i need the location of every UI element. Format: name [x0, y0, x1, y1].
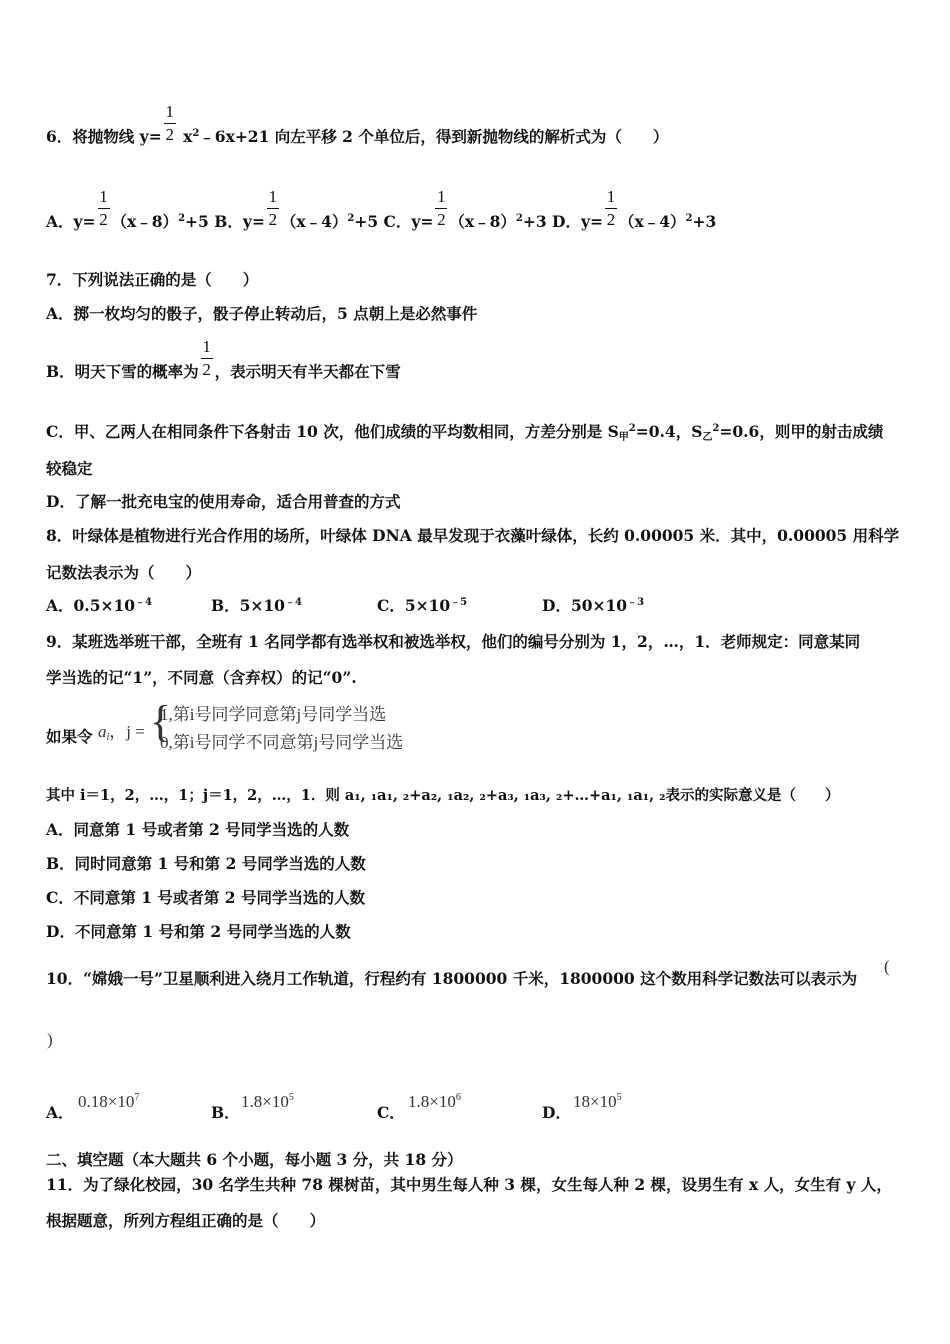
- q7-fraction: $\frac{1}{2}$: [202, 337, 211, 379]
- q6-stem-part: x: [177, 127, 193, 146]
- q7-option-c-line2: 较稳定: [46, 459, 93, 478]
- q10-close-paren: ): [47, 1030, 53, 1049]
- q9-line3: 其中 i＝1，2，…，1；j＝1，2，…，1．则 a₁, ₁a₁, ₂+a₂, ₁a₂, ₂+a₃, ₁a₃, ₂+…+a₁, ₁a₁, ₂表示的实际意义是（ ）: [46, 787, 840, 804]
- q6-stem-part: ﹣6x+21 向左平移 2 个单位后，得到新抛物线的解析式为（ ）: [199, 127, 669, 146]
- q9-option-c: C．不同意第 1 号或者第 2 号同学当选的人数: [46, 888, 365, 907]
- q7-option-b: B．明天下雪的概率为 $\frac{1}{2}$ ，表示明天有半天都在下雪: [46, 337, 401, 381]
- q6-option-a: A．y= $\frac{1}{2}$ （x﹣8）$^2$+5: [46, 187, 209, 231]
- q9-line2: 学当选的记“1”，不同意（含弃权）的记“0”.: [46, 668, 357, 687]
- q11-line2: 根据题意，所列方程组正确的是（ ）: [46, 1211, 326, 1230]
- q10-option-b-label: B．: [211, 1103, 240, 1122]
- q6-options: [46, 187, 717, 233]
- frac-den: 2: [165, 125, 174, 144]
- q10-option-a-value: $0.18\times 10^7$: [78, 1092, 140, 1111]
- q9-aij: $a_i$，j =: [98, 722, 145, 743]
- q9-case-2: 0,第i号同学不同意第j号同学当选: [160, 733, 404, 752]
- q9-option-d: D．不同意第 1 号和第 2 号同学当选的人数: [46, 922, 351, 941]
- q6-stem-part: 6．将抛物线 y=: [46, 127, 162, 146]
- q9-line1: 9．某班选举班干部，全班有 1 名同学都有选举权和被选举权，他们的编号分别为 1，2，…，1．老师规定：同意某同: [46, 632, 861, 651]
- q6-exponent: 2: [192, 128, 200, 139]
- q10-option-d-label: D．: [542, 1103, 571, 1122]
- q8-line1: 8．叶绿体是植物进行光合作用的场所，叶绿体 DNA 最早发现于衣藻叶绿体，长约 0.00005 米．其中，0.00005 用科学: [46, 526, 900, 545]
- q7-option-a: A．掷一枚均匀的骰子，骰子停止转动后，5 点朝上是必然事件: [46, 304, 478, 323]
- q8-option-d: D．$50\times 10^{﹣3}$: [542, 596, 645, 615]
- q9-option-b: B．同时同意第 1 号和第 2 号同学当选的人数: [46, 854, 366, 873]
- q9-brace: {: [150, 697, 172, 746]
- q10-option-d-value: $18\times 10^5$: [573, 1092, 622, 1111]
- section-heading: 二、填空题（本大题共 6 个小题，每小题 3 分，共 18 分）: [46, 1150, 463, 1169]
- q6-stem: [46, 102, 669, 148]
- q10-option-b-value: $1.8\times 10^5$: [241, 1092, 294, 1111]
- q9-case-1: 1,第i号同学同意第j号同学当选: [160, 705, 387, 724]
- q11-line1: 11．为了绿化校园，30 名学生共种 78 棵树苗，其中男生每人种 3 棵，女生每人种 2 棵，设男生有 x 人，女生有 y 人，: [46, 1175, 892, 1194]
- q8-line2: 记数法表示为（ ）: [46, 563, 202, 582]
- q6-fraction: [164, 102, 176, 148]
- q10-line1: 10．“嫦娥一号”卫星顺利进入绕月工作轨道，行程约有 1800000 千米，1800000 这个数用科学记数法可以表示为: [46, 969, 858, 988]
- q10-option-c-value: $1.8\times 10^6$: [408, 1092, 461, 1111]
- q10-open-paren: (: [884, 957, 890, 976]
- q7-option-d: D．了解一批充电宝的使用寿命，适合用普查的方式: [46, 492, 401, 511]
- q10-option-a-label: A．: [46, 1103, 74, 1122]
- q8-option-c: C．$5\times 10^{﹣5}$: [377, 596, 468, 615]
- q10-option-c-label: C．: [377, 1103, 405, 1122]
- q7-stem: 7．下列说法正确的是（ ）: [46, 270, 259, 289]
- q6-option-d: D．y= $\frac{1}{2}$ （x﹣4）$^2$+3: [552, 187, 717, 231]
- q9-option-a: A．同意第 1 号或者第 2 号同学当选的人数: [46, 820, 350, 839]
- q9-if-label: 如果令: [46, 727, 93, 746]
- q6-option-b: B．y= $\frac{1}{2}$ （x﹣4）$^2$+5: [214, 187, 379, 231]
- q8-option-b: B．$5\times 10^{﹣4}$: [211, 596, 302, 615]
- frac-num: 1: [165, 102, 174, 121]
- q6-option-c: C．y= $\frac{1}{2}$ （x﹣8）$^2$+3: [383, 187, 547, 231]
- q8-option-a: A．$0.5\times 10^{﹣4}$: [46, 596, 153, 615]
- q7-option-c-line1: C．甲、乙两人在相同条件下各射击 10 次，他们成绩的平均数相同，方差分别是 $S_甲^2=0.4$，$S_乙^2=0.6$，则甲的射击成绩: [46, 422, 884, 443]
